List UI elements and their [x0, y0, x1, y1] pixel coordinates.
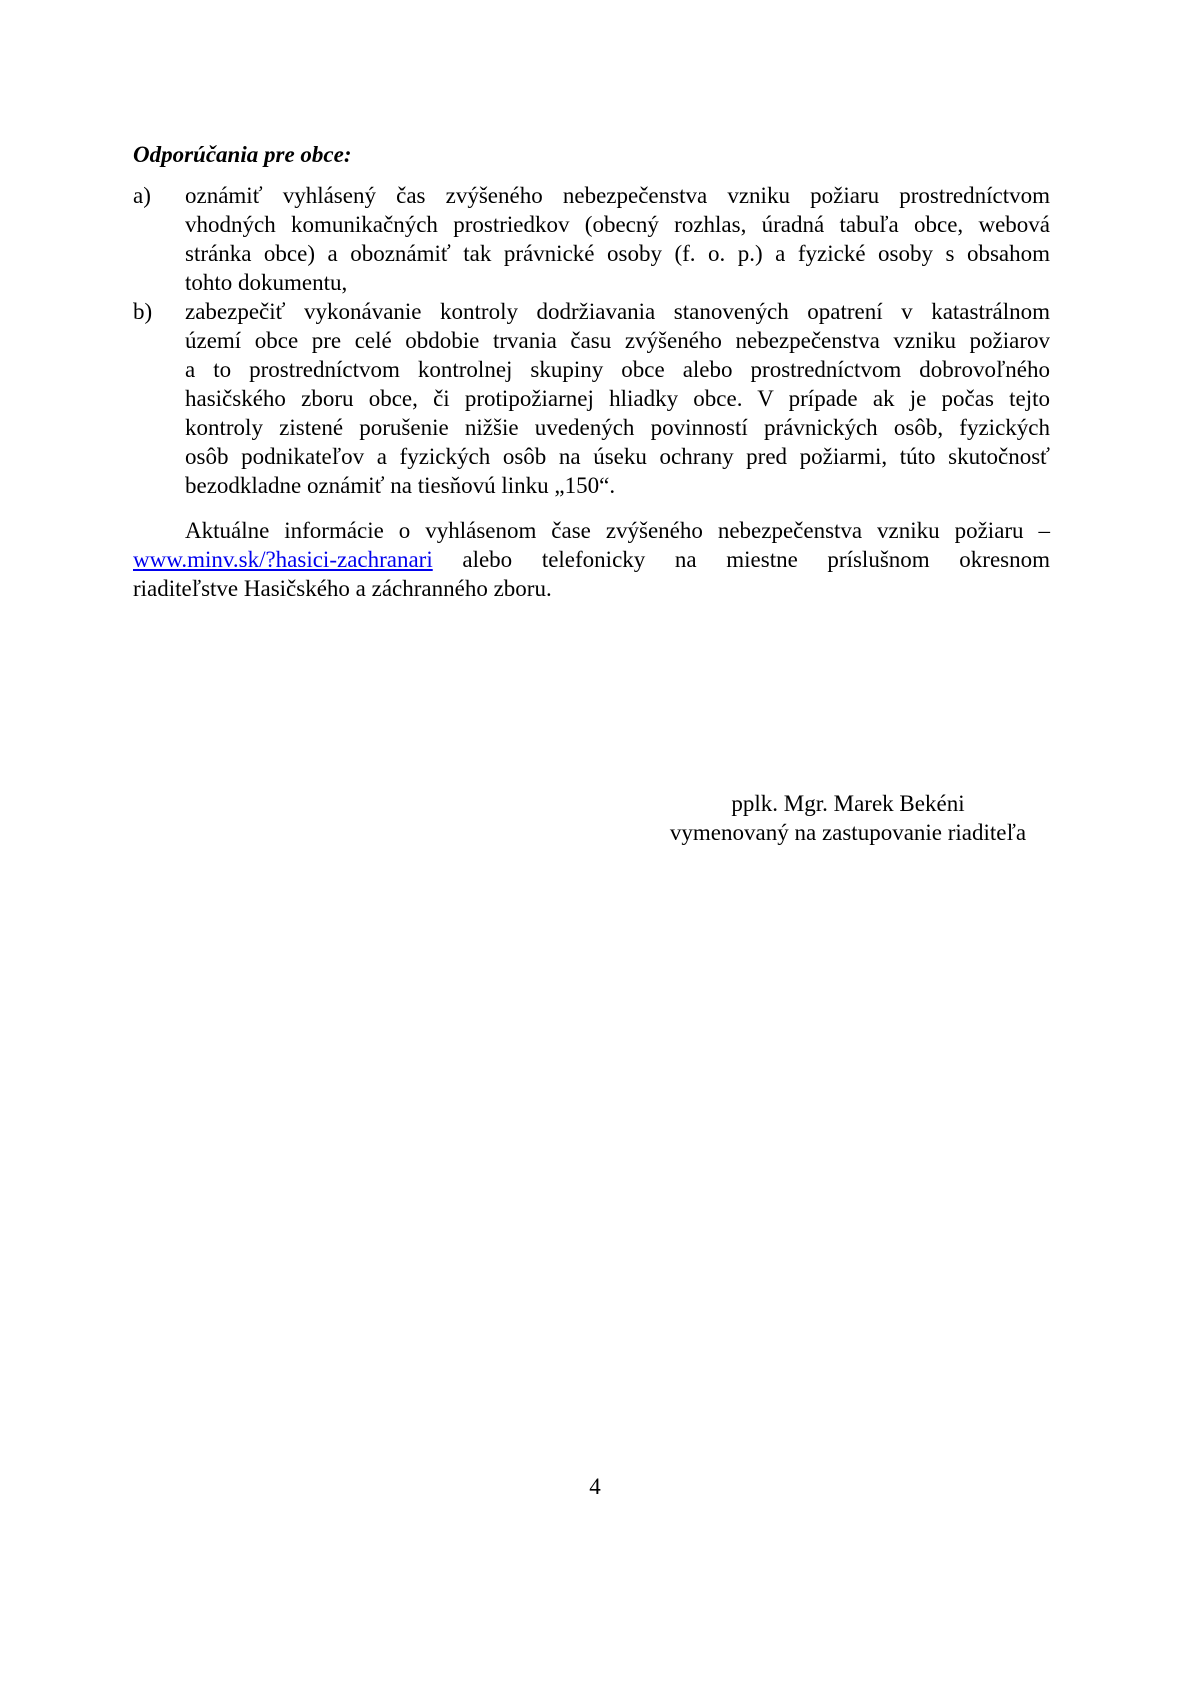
text-line: oznámiť vyhlásený čas zvýšeného nebezpečenstva vzniku požiaru prostredníctvom: [185, 183, 1050, 208]
list-marker-a: a): [133, 183, 151, 208]
recommendations-list: [133, 181, 1050, 500]
info-paragraph-line-3: riaditeľstve Hasičského a záchranného zboru.: [133, 576, 552, 601]
text-line: hasičského zboru obce, či protipožiarnej hliadky obce. V prípade ak je počas tejto: [185, 386, 1050, 411]
signature-title: vymenovaný na zastupovanie riaditeľa: [669, 820, 1027, 845]
minv-link[interactable]: www.minv.sk/?hasici-zachranari: [133, 547, 433, 572]
list-item-b: [133, 297, 1050, 500]
info-paragraph-line-2-rest: alebo telefonicky na miestne príslušnom okresnom: [462, 547, 1051, 572]
text-line: osôb podnikateľov a fyzických osôb na úseku ochrany pred požiarmi, túto skutočnosť: [185, 444, 1050, 469]
info-paragraph: [133, 516, 1050, 603]
text-line: bezodkladne oznámiť na tiesňovú linku „150“.: [185, 473, 616, 498]
page-number: 4: [589, 1474, 601, 1499]
text-line: a to prostredníctvom kontrolnej skupiny obce alebo prostredníctvom dobrovoľného: [185, 357, 1050, 382]
text-line: kontroly zistené porušenie nižšie uvedených povinností právnických osôb, fyzických: [185, 415, 1050, 440]
list-item-b-text: [185, 297, 1050, 500]
signature-block: [618, 789, 1078, 847]
list-item-a-text: [185, 181, 1050, 297]
text-line: území obce pre celé obdobie trvania času zvýšeného nebezpečenstva vzniku požiarov: [185, 328, 1050, 353]
text-line: tohto dokumentu,: [185, 270, 348, 295]
info-paragraph-line-2: [133, 545, 1050, 574]
signature-name: pplk. Mgr. Marek Bekéni: [731, 791, 965, 816]
list-marker-b: b): [133, 299, 153, 324]
section-heading: Odporúčania pre obce:: [133, 142, 352, 167]
list-item-a: [133, 181, 1050, 297]
text-line: zabezpečiť vykonávanie kontroly dodržiavania stanovených opatrení v katastrálnom: [185, 299, 1050, 324]
text-line: stránka obce) a oboznámiť tak právnické osoby (f. o. p.) a fyzické osoby s obsahom: [185, 241, 1050, 266]
info-paragraph-line-1: Aktuálne informácie o vyhlásenom čase zvýšeného nebezpečenstva vzniku požiaru –: [185, 518, 1050, 543]
text-line: vhodných komunikačných prostriedkov (obecný rozhlas, úradná tabuľa obce, webová: [185, 212, 1050, 237]
